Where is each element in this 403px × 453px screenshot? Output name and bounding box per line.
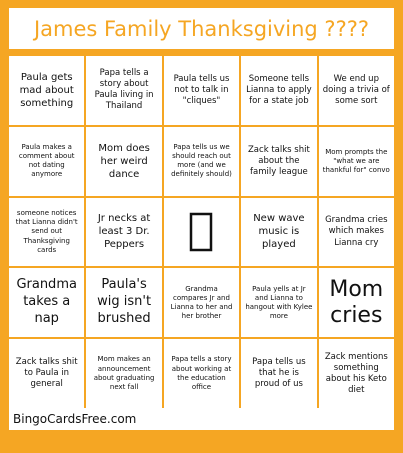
bingo-cell: Paula yells at Jr and Lianna to hangout with Kylee more xyxy=(241,268,316,337)
bingo-cell: Zack talks shit about the family league xyxy=(241,127,316,196)
bingo-grid xyxy=(9,56,394,408)
bingo-cell: We end up doing a trivia of some sort xyxy=(319,56,394,125)
bingo-cell: Papa tells a story about Paula living in Thailand xyxy=(86,56,161,125)
bingo-cell: Papa tells a story about working at the education office xyxy=(164,339,239,408)
bingo-cell: Mom makes an announcement about graduating next fall xyxy=(86,339,161,408)
bingo-cell: Paula's wig isn't brushed xyxy=(86,268,161,337)
unsupported-glyph-box-icon xyxy=(189,212,213,252)
bingo-cell: Mom prompts the "what we are thankful for" convo xyxy=(319,127,394,196)
bingo-cell: Someone tells Lianna to apply for a state job xyxy=(241,56,316,125)
bingo-cell: Papa tells us that he is proud of us xyxy=(241,339,316,408)
bingo-cell: Mom cries xyxy=(319,268,394,337)
bingo-cell: Zack talks shit to Paula in general xyxy=(9,339,84,408)
bingo-cell: Grandma cries which makes Lianna cry xyxy=(319,198,394,267)
bingo-cell: Paula gets mad about something xyxy=(9,56,84,125)
bingo-cell: Zack mentions something about his Keto diet xyxy=(319,339,394,408)
bingo-cell: New wave music is played xyxy=(241,198,316,267)
free-space xyxy=(164,198,239,267)
bingo-cell: Paula tells us not to talk in "cliques" xyxy=(164,56,239,125)
footer-credit: BingoCardsFree.com xyxy=(9,408,394,430)
bingo-cell: Jr necks at least 3 Dr. Peppers xyxy=(86,198,161,267)
card-title: James Family Thanksgiving ???? xyxy=(9,8,394,49)
bingo-cell: Paula makes a comment about not dating anymore xyxy=(9,127,84,196)
bingo-cell: Grandma compares Jr and Lianna to her and her brother xyxy=(164,268,239,337)
bingo-cell: someone notices that Lianna didn't send out Thanksgiving cards xyxy=(9,198,84,267)
bingo-cell: Mom does her weird dance xyxy=(86,127,161,196)
bingo-cell: Papa tells us we should reach out more (and we definitely should) xyxy=(164,127,239,196)
bingo-cell: Grandma takes a nap xyxy=(9,268,84,337)
